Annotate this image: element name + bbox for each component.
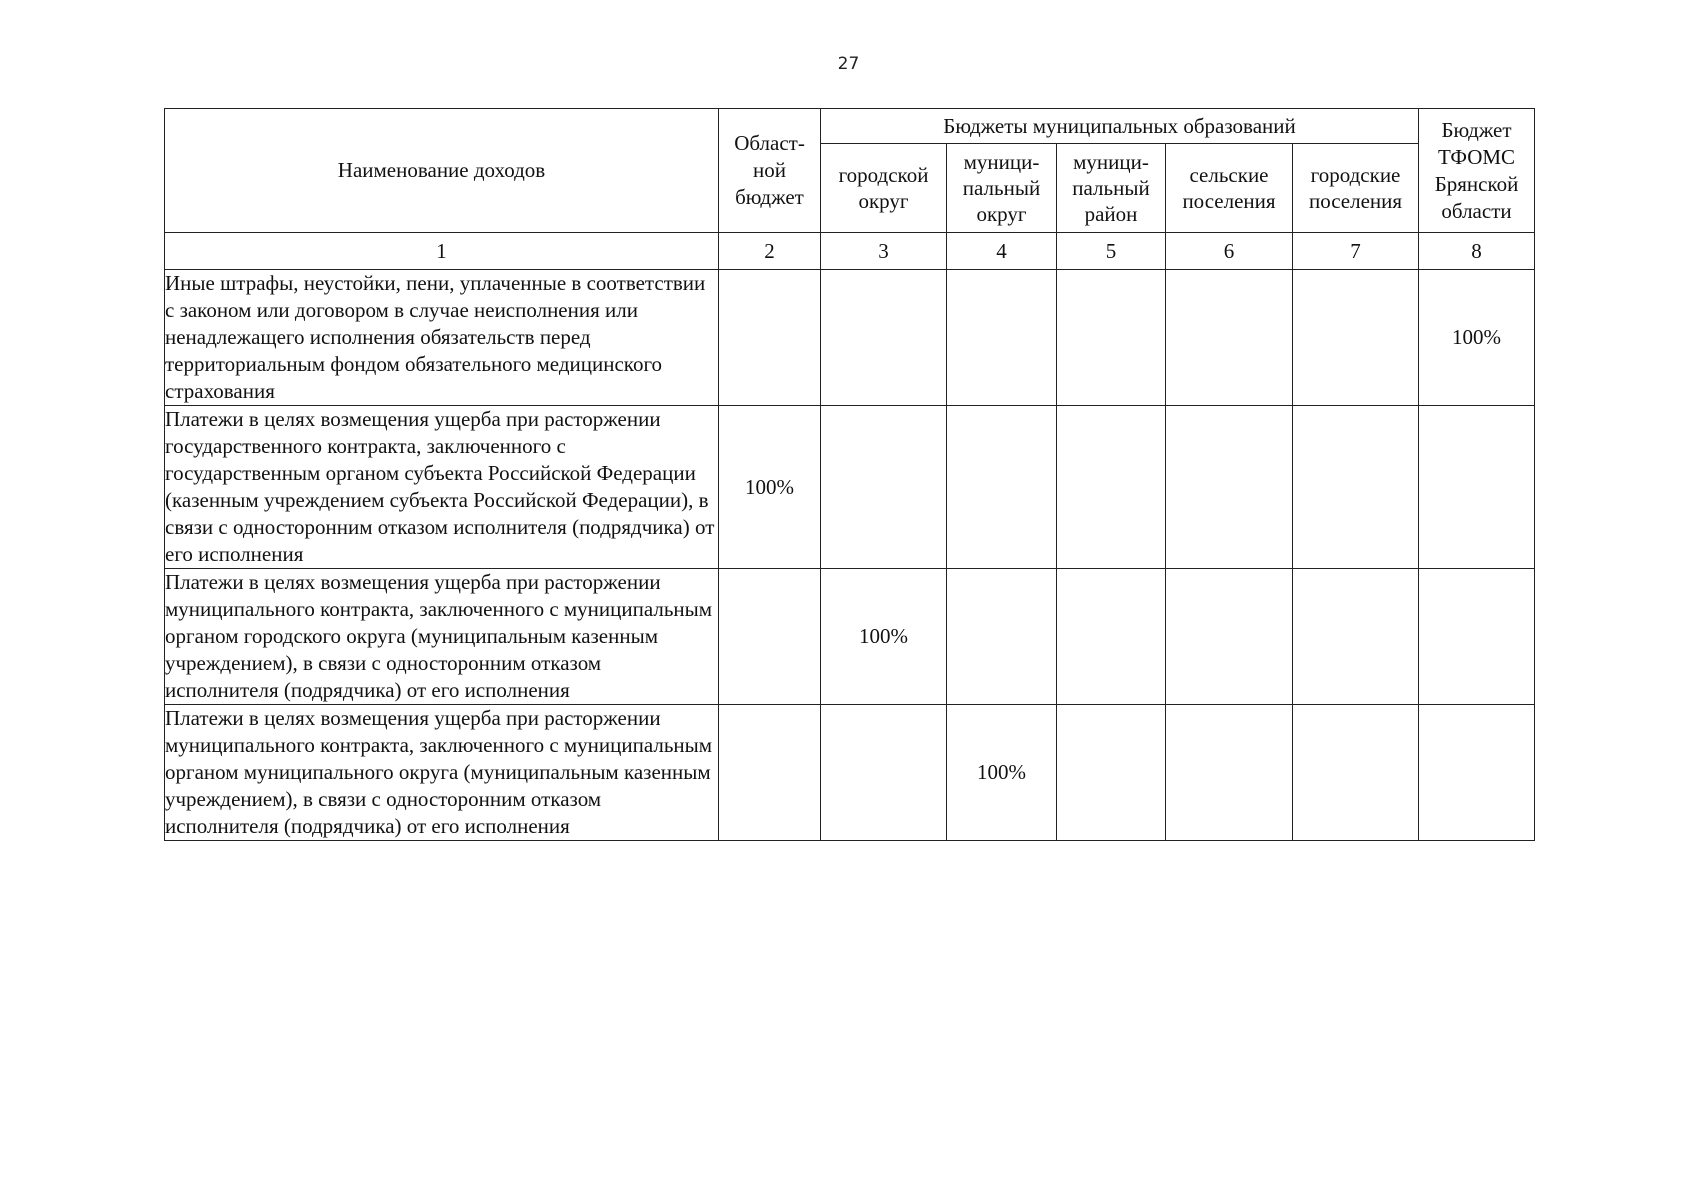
value-cell xyxy=(1166,705,1293,841)
value-cell xyxy=(1057,569,1166,705)
header-row-top xyxy=(165,109,1535,144)
value-cell xyxy=(1166,406,1293,569)
value-cell xyxy=(719,270,821,406)
value-cell xyxy=(1419,569,1535,705)
value-cell xyxy=(1057,270,1166,406)
column-number: 6 xyxy=(1166,233,1293,270)
column-number-row xyxy=(165,233,1535,270)
page-number: 27 xyxy=(837,54,860,74)
table-row xyxy=(165,569,1535,705)
income-name-cell: Платежи в целях возмещения ущерба при расторжении муниципального контракта, заключенного с муниципальным органом городского округа (муниципальным казенным учреждением), в связи с односторонним отказом исполнителя (подрядчика) от его исполнения xyxy=(165,569,719,705)
value-cell xyxy=(719,569,821,705)
value-cell xyxy=(821,406,947,569)
column-number: 7 xyxy=(1293,233,1419,270)
value-cell: 100% xyxy=(1419,270,1535,406)
header-regional-budget: Област- ной бюджет xyxy=(719,109,821,233)
column-number: 3 xyxy=(821,233,947,270)
income-name-cell: Платежи в целях возмещения ущерба при расторжении муниципального контракта, заключенного с муниципальным органом муниципального округа (муниципальным казенным учреждением), в связи с односторонним отказом исполнителя (подрядчика) от его исполнения xyxy=(165,705,719,841)
value-cell: 100% xyxy=(821,569,947,705)
header-income-name: Наименование доходов xyxy=(165,109,719,233)
value-cell xyxy=(1293,569,1419,705)
header-municipal-okrug: муници- пальный округ xyxy=(947,144,1057,233)
table-row xyxy=(165,406,1535,569)
income-name-cell: Платежи в целях возмещения ущерба при расторжении государственного контракта, заключенного с государственным органом субъекта Российской Федерации (казенным учреждением субъекта Российской Федерации), в связи с односторонним отказом исполнителя (подрядчика) от его исполнения xyxy=(165,406,719,569)
header-city-district: городской округ xyxy=(821,144,947,233)
header-tfoms-budget: Бюджет ТФОМС Брянской области xyxy=(1419,109,1535,233)
column-number: 1 xyxy=(165,233,719,270)
header-municipal-rayon: муници- пальный район xyxy=(1057,144,1166,233)
table-row xyxy=(165,270,1535,406)
column-number: 2 xyxy=(719,233,821,270)
revenue-distribution-table xyxy=(164,108,1535,841)
column-number: 4 xyxy=(947,233,1057,270)
value-cell xyxy=(1293,406,1419,569)
value-cell xyxy=(1057,705,1166,841)
value-cell xyxy=(947,569,1057,705)
value-cell xyxy=(947,406,1057,569)
header-rural-settlements: сельские поселения xyxy=(1166,144,1293,233)
value-cell: 100% xyxy=(719,406,821,569)
value-cell xyxy=(1293,270,1419,406)
value-cell xyxy=(947,270,1057,406)
value-cell xyxy=(1419,705,1535,841)
value-cell: 100% xyxy=(947,705,1057,841)
value-cell xyxy=(1057,406,1166,569)
value-cell xyxy=(1166,569,1293,705)
value-cell xyxy=(719,705,821,841)
table-row xyxy=(165,705,1535,841)
value-cell xyxy=(1166,270,1293,406)
column-number: 5 xyxy=(1057,233,1166,270)
header-municipal-budgets: Бюджеты муниципальных образований xyxy=(821,109,1419,144)
value-cell xyxy=(1419,406,1535,569)
value-cell xyxy=(1293,705,1419,841)
income-name-cell: Иные штрафы, неустойки, пени, уплаченные в соответствии с законом или договором в случае неисполнения или ненадлежащего исполнения обязательств перед территориальным фондом обязательного медицинского страхования xyxy=(165,270,719,406)
value-cell xyxy=(821,705,947,841)
header-urban-settlements: городские поселения xyxy=(1293,144,1419,233)
value-cell xyxy=(821,270,947,406)
column-number: 8 xyxy=(1419,233,1535,270)
